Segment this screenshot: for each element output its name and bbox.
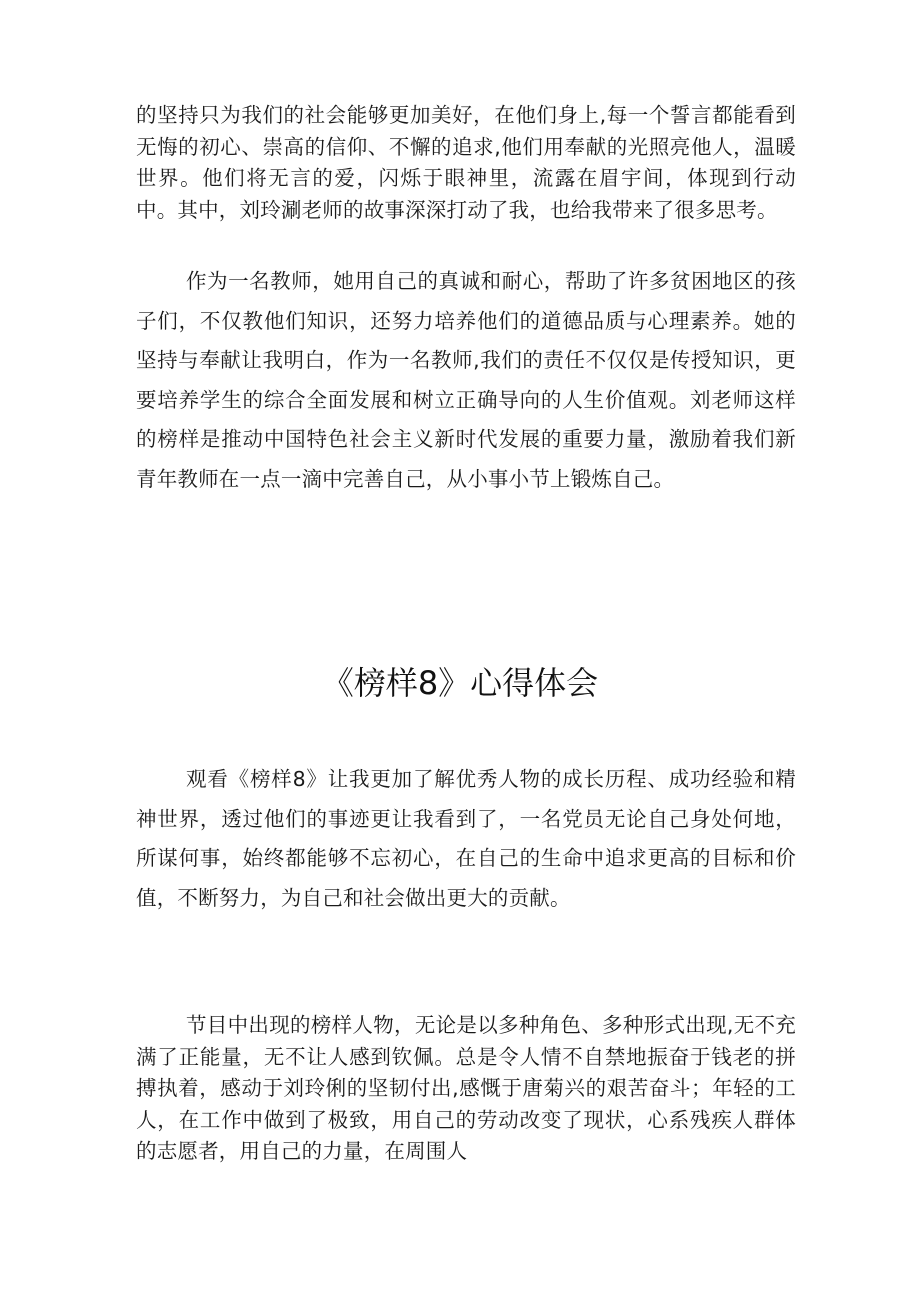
paragraph-program-figures: 节目中出现的榜样人物，无论是以多种角色、多种形式出现,无不充满了正能量，无不让人感到钦佩。总是令人情不自禁地振奋于钱老的拼搏执着，感动于刘玲俐的坚韧付出,感慨于唐菊兴的艰苦奋斗；年轻的工人，在工作中做到了极致，用自己的劳动改变了现状，心系残疾人群体的志愿者，用自己的力量，在周围人 xyxy=(136,1013,796,1163)
paragraph-teacher-role: 作为一名教师，她用自己的真诚和耐心，帮助了许多贫困地区的孩子们，不仅教他们知识，还努力培养他们的道德品质与心理素养。她的坚持与奉献让我明白，作为一名教师,我们的责任不仅仅是传授知识，更要培养学生的综合全面发展和树立正确导向的人生价值观。刘老师这样的榜样是推动中国特色社会主义新时代发展的重要力量，激励着我们新青年教师在一点一滴中完善自己，从小事小节上锻炼自己。 xyxy=(136,269,796,491)
section-title: 《榜样8》心得体会 xyxy=(321,664,599,702)
paragraph-continuation: 的坚持只为我们的社会能够更加美好，在他们身上,每一个誓言都能看到无悔的初心、崇高的信仰、不懈的追求,他们用奉献的光照亮他人，温暖世界。他们将无言的爱，闪烁于眼神里，流露在眉宇间，体现到行动中。其中，刘玲涮老师的故事深深打动了我，也给我带来了很多思考。 xyxy=(136,103,796,222)
paragraph-watching-impressions: 观看《榜样8》让我更加了解优秀人物的成长历程、成功经验和精神世界，透过他们的事迹更让我看到了，一名党员无论自己身处何地，所谋何事，始终都能够不忘初心，在自己的生命中追求更高的目标和价值，不断努力，为自己和社会做出更大的贡献。 xyxy=(136,767,796,910)
